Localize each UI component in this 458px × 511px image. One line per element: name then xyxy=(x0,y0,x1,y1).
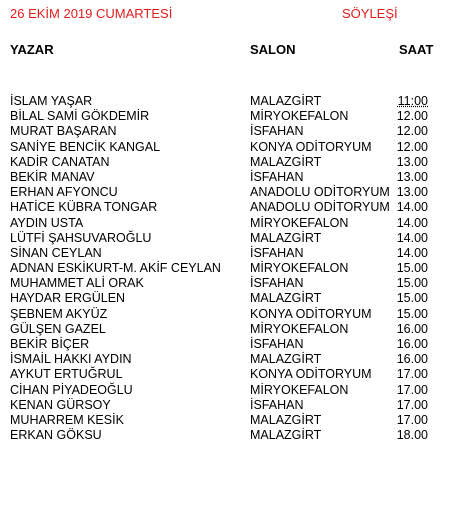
salon-name: MALAZGİRT xyxy=(250,94,322,108)
author-name: ADNAN ESKİKURT-M. AKİF CEYLAN xyxy=(10,261,221,276)
session-time: 17.00 xyxy=(396,412,428,427)
column-header-time: SAAT xyxy=(399,42,434,57)
author-name: MUHARREM KESİK xyxy=(10,412,124,427)
author-name: ERHAN AFYONCU xyxy=(10,185,118,200)
salon-name: KONYA ODİTORYUM xyxy=(250,306,372,321)
table-row xyxy=(0,124,458,139)
table-row xyxy=(0,398,458,413)
session-time: 15.00 xyxy=(396,276,428,291)
session-time: 15.00 xyxy=(396,291,428,306)
schedule-table xyxy=(0,94,458,443)
table-row xyxy=(0,216,458,231)
author-name: MURAT BAŞARAN xyxy=(10,124,117,139)
author-name: SANİYE BENCİK KANGAL xyxy=(10,139,161,154)
salon-name: ANADOLU ODİTORYUM xyxy=(250,200,390,215)
session-time: 14.00 xyxy=(396,245,428,260)
session-time: 12.00 xyxy=(396,124,428,139)
session-time: 15.00 xyxy=(396,261,428,276)
table-row xyxy=(0,307,458,322)
event-category: SÖYLEŞİ xyxy=(342,6,398,21)
session-time: 18.00 xyxy=(396,428,428,443)
author-name: KENAN GÜRSOY xyxy=(10,397,111,412)
column-headers xyxy=(10,42,450,58)
session-time: 14.00 xyxy=(396,200,428,215)
column-header-salon: SALON xyxy=(250,42,296,57)
salon-name: MALAZGİRT xyxy=(250,352,322,367)
table-row xyxy=(0,337,458,352)
session-time: 14.00 xyxy=(396,215,428,230)
salon-name: İSFAHAN xyxy=(250,276,304,291)
author-name: GÜLŞEN GAZEL xyxy=(10,321,106,336)
author-name: LÜTFİ ŞAHSUVAROĞLU xyxy=(10,230,152,245)
salon-name: MİRYOKEFALON xyxy=(250,321,349,336)
table-row xyxy=(0,170,458,185)
author-name: İSLAM YAŞAR xyxy=(10,94,93,108)
author-name: HAYDAR ERGÜLEN xyxy=(10,291,126,306)
salon-name: MALAZGİRT xyxy=(250,412,322,427)
session-time: 12.00 xyxy=(396,139,428,154)
author-name: SİNAN CEYLAN xyxy=(10,245,102,260)
table-row xyxy=(0,291,458,306)
salon-name: MALAZGİRT xyxy=(250,428,322,443)
table-row xyxy=(0,246,458,261)
session-time: 17.00 xyxy=(396,397,428,412)
table-row xyxy=(0,94,458,109)
table-row xyxy=(0,155,458,170)
salon-name: İSFAHAN xyxy=(250,397,304,412)
session-time: 11:00 xyxy=(397,94,428,108)
table-row xyxy=(0,185,458,200)
session-time: 12.00 xyxy=(396,109,428,124)
table-row xyxy=(0,200,458,215)
session-time: 16.00 xyxy=(396,321,428,336)
salon-name: MALAZGİRT xyxy=(250,291,322,306)
author-name: BİLAL SAMİ GÖKDEMİR xyxy=(10,109,150,124)
table-row xyxy=(0,428,458,443)
session-time: 15.00 xyxy=(396,306,428,321)
salon-name: İSFAHAN xyxy=(250,337,304,351)
title-row xyxy=(10,6,450,22)
table-row xyxy=(0,322,458,337)
table-row xyxy=(0,276,458,291)
session-time: 16.00 xyxy=(396,352,428,367)
salon-name: MALAZGİRT xyxy=(250,154,322,169)
column-header-author: YAZAR xyxy=(10,42,54,57)
session-time: 13.00 xyxy=(396,169,428,184)
salon-name: MİRYOKEFALON xyxy=(250,382,349,397)
table-row xyxy=(0,413,458,428)
author-name: HATİCE KÜBRA TONGAR xyxy=(10,200,158,215)
author-name: ERKAN GÖKSU xyxy=(10,428,102,443)
session-time: 13.00 xyxy=(396,154,428,169)
salon-name: ANADOLU ODİTORYUM xyxy=(250,185,390,200)
table-row xyxy=(0,367,458,382)
salon-name: KONYA ODİTORYUM xyxy=(250,367,372,382)
table-row xyxy=(0,383,458,398)
salon-name: İSFAHAN xyxy=(250,169,304,184)
session-time: 16.00 xyxy=(396,337,428,351)
session-time: 13.00 xyxy=(396,185,428,200)
table-row xyxy=(0,109,458,124)
session-time: 17.00 xyxy=(396,382,428,397)
salon-name: KONYA ODİTORYUM xyxy=(250,139,372,154)
salon-name: MİRYOKEFALON xyxy=(250,109,349,124)
author-name: BEKİR BİÇER xyxy=(10,337,90,351)
table-row xyxy=(0,352,458,367)
author-name: AYKUT ERTUĞRUL xyxy=(10,367,123,382)
event-date: 26 EKİM 2019 CUMARTESİ xyxy=(10,6,173,21)
author-name: MUHAMMET ALİ ORAK xyxy=(10,276,144,291)
author-name: İSMAİL HAKKI AYDIN xyxy=(10,352,132,367)
salon-name: MİRYOKEFALON xyxy=(250,215,349,230)
session-time: 17.00 xyxy=(396,367,428,382)
author-name: ŞEBNEM AKYÜZ xyxy=(10,306,108,321)
author-name: CİHAN PİYADEOĞLU xyxy=(10,382,133,397)
table-row xyxy=(0,140,458,155)
session-time: 14.00 xyxy=(396,230,428,245)
salon-name: MİRYOKEFALON xyxy=(250,261,349,276)
salon-name: İSFAHAN xyxy=(250,124,304,139)
author-name: KADİR CANATAN xyxy=(10,154,110,169)
table-row xyxy=(0,231,458,246)
salon-name: MALAZGİRT xyxy=(250,230,322,245)
table-row xyxy=(0,261,458,276)
author-name: AYDIN USTA xyxy=(10,215,84,230)
salon-name: İSFAHAN xyxy=(250,245,304,260)
author-name: BEKİR MANAV xyxy=(10,169,95,184)
